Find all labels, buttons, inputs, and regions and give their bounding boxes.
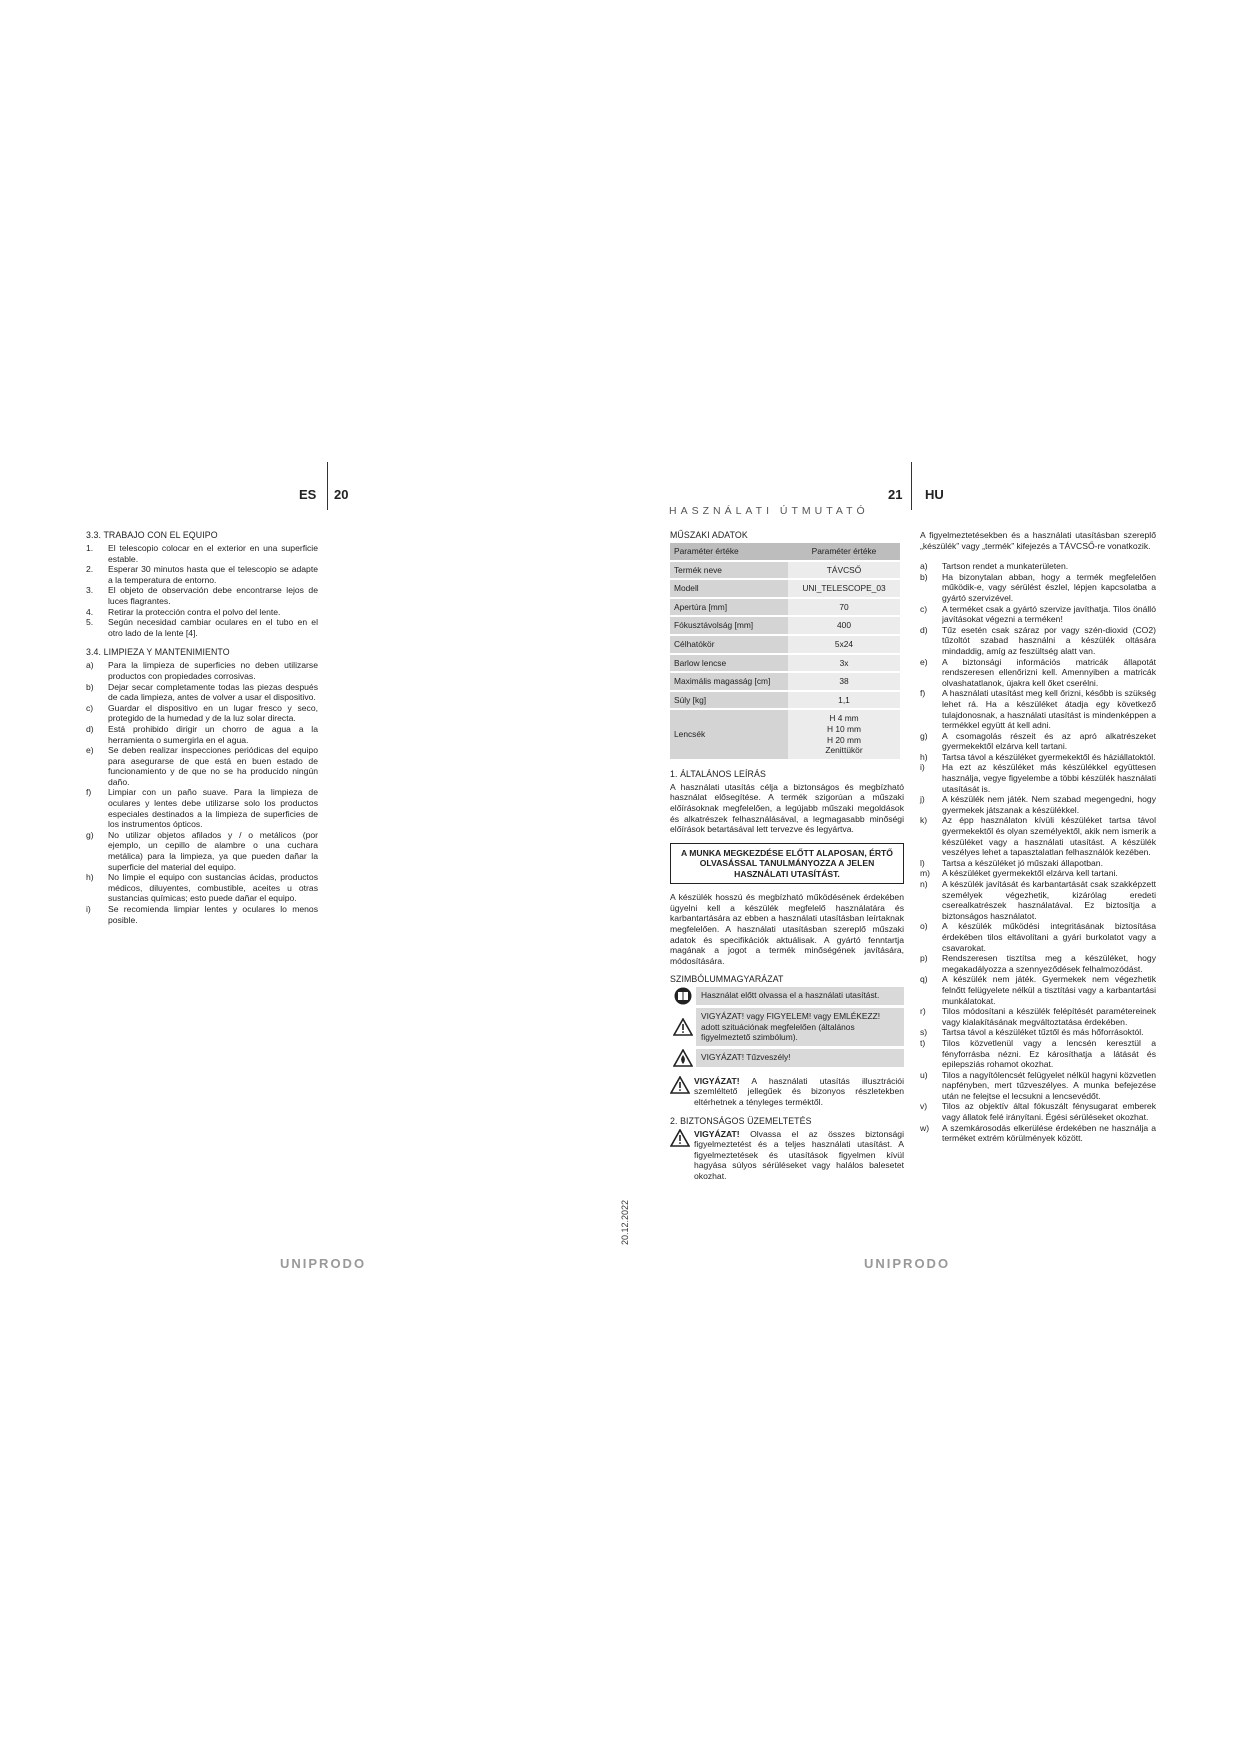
list-item-marker: f) xyxy=(920,688,926,699)
list-item-marker: l) xyxy=(920,857,925,868)
list-item-marker: i) xyxy=(920,762,925,773)
warning-triangle-icon xyxy=(670,1008,696,1046)
list-item-marker: j) xyxy=(920,794,925,805)
list-item xyxy=(920,1101,1156,1122)
lens-value: H 20 mm xyxy=(827,734,861,745)
list-item-marker: o) xyxy=(920,921,928,932)
list-item xyxy=(86,745,318,787)
list-item xyxy=(920,688,1156,730)
hu-middle-column xyxy=(670,530,904,1182)
list-item xyxy=(920,572,1156,604)
list-item-text: Esperar 30 minutos hasta que el telescopio se adapte a la temperatura de entorno. xyxy=(108,564,318,585)
spec-label: Termék neve xyxy=(670,561,788,580)
list-item-marker: s) xyxy=(920,1027,928,1038)
spec-row xyxy=(670,691,900,710)
list-item-marker: v) xyxy=(920,1101,928,1112)
list-item-text: Rendszeresen tisztítsa meg a készüléket, hogy megakadályozza a szennyeződések felhalmozódást. xyxy=(942,953,1156,974)
safety-list xyxy=(920,561,1156,1144)
read-manual-icon xyxy=(670,987,696,1005)
list-item xyxy=(920,858,1156,869)
section-33-title: 3.3. TRABAJO CON EL EQUIPO xyxy=(86,530,218,540)
left-column xyxy=(86,530,318,925)
list-item xyxy=(920,1006,1156,1027)
list-item-marker: f) xyxy=(86,787,92,798)
list-item xyxy=(86,585,318,606)
list-item-marker: k) xyxy=(920,815,928,826)
list-item xyxy=(920,974,1156,1006)
list-item-text: Tilos a nagyítólencsét felügyelet nélkül hagyni közvetlen napfényben, mert tűzveszélyes. A munka befejezése után ne felejtse el lecsukni a lencsevédőt. xyxy=(942,1069,1156,1101)
left-page-number: 20 xyxy=(334,487,349,502)
list-item xyxy=(920,604,1156,625)
list-item-text: Dejar secar completamente todas las piezas después de cada limpieza, antes de volver a usar el dispositivo. xyxy=(108,681,318,703)
list-item xyxy=(920,868,1156,879)
list-item-text: Tartsa távol a készüléket tűztől és más hőforrásoktól. xyxy=(942,1027,1144,1038)
hu-right-column xyxy=(920,530,1156,1144)
spec-header-right: Paraméter értéke xyxy=(788,543,900,561)
list-item-text: A használati utasítást meg kell őrizni, később is szükség lehet rá. Ha a készüléket átadja egy következő tulajdonosnak, a használati utasítást is mindenképpen a termékkel együtt át kell adni. xyxy=(942,688,1156,731)
symbol-text-warning: VIGYÁZAT! vagy FIGYELEM! vagy EMLÉKEZZ! adott szituációnak megfelelően (általános figyelmeztető szimbólum). xyxy=(696,1008,904,1046)
list-item-marker: t) xyxy=(920,1037,926,1048)
list-item-marker: b) xyxy=(920,571,928,582)
list-item xyxy=(920,625,1156,657)
warning-triangle-icon xyxy=(670,1076,694,1108)
list-item-marker: c) xyxy=(86,702,94,713)
list-item-marker: a) xyxy=(920,561,928,572)
right-lang-code: HU xyxy=(925,487,944,502)
running-title: HASZNÁLATI ÚTMUTATÓ xyxy=(669,505,869,517)
list-item-marker: w) xyxy=(920,1122,930,1133)
tech-data-title: MŰSZAKI ADATOK xyxy=(670,530,748,540)
spec-row xyxy=(670,635,900,654)
list-item-marker: g) xyxy=(86,829,94,840)
list-item xyxy=(86,872,318,904)
spec-value: 5x24 xyxy=(788,635,900,654)
list-item-marker: d) xyxy=(920,624,928,635)
spec-value: UNI_TELESCOPE_03 xyxy=(788,579,900,598)
spec-label: Súly [kg] xyxy=(670,691,788,710)
intro-text: A figyelmeztetésekben és a használati utasításban szereplő „készülék” vagy „termék” kifejezés a TÁVCSŐ-re vonatkozik. xyxy=(920,530,1156,551)
list-item-text: Ha bizonytalan abban, hogy a termék megfelelően működik-e, vagy sérülést észlel, lépjen kapcsolatba a gyártó szervizével. xyxy=(942,571,1156,603)
list-item xyxy=(920,921,1156,953)
list-item-marker: h) xyxy=(920,751,928,762)
list-item-text: A szemkárosodás elkerülése érdekében ne használja a terméket extrém körülmények között. xyxy=(942,1122,1156,1144)
section-34-title: 3.4. LIMPIEZA Y MANTENIMIENTO xyxy=(86,647,230,658)
list-item xyxy=(86,660,318,681)
list-item-text: A terméket csak a gyártó szervize javíthatja. Tilos önálló javításokat végezni a terméken! xyxy=(942,603,1156,625)
list-item-text: Tartsa a készüléket jó műszaki állapotban. xyxy=(942,857,1103,868)
list-item-text: A készülék működési integritásának biztosítása érdekében tilos eltávolítani a gyári burkolatot vagy a csavarokat. xyxy=(942,921,1156,953)
list-item-text: Az épp használaton kívüli készüléket tartsa távol gyermekektől és olyan személyektől, akik nem ismerik a készüléket vagy a használati utasítást. A készülék veszélyes lehet a tapasztalatlan felhasználók kezében. xyxy=(942,815,1156,858)
list-item-text: A készülék javítását és karbantartását csak szakképzett személyek végezhetik, kizárólag eredeti cserealkatrészek használatával. Ez biztosítja a biztonságos használatot. xyxy=(942,879,1156,921)
list-item xyxy=(920,794,1156,815)
list-item xyxy=(920,731,1156,752)
list-item-text: El telescopio colocar en el exterior en una superficie estable. xyxy=(108,543,318,564)
list-item-text: El objeto de observación debe encontrarse lejos de luces flagrantes. xyxy=(108,585,318,606)
list-item-marker: g) xyxy=(920,730,928,741)
list-item-text: Tűz esetén csak száraz por vagy szén-dioxid (CO2) tűzoltót szabad használni a készülék oltására mindaddig, amíg az feszültség alatt van. xyxy=(942,624,1156,656)
list-item-marker: 3. xyxy=(86,585,94,596)
list-item-text: Retirar la protección contra el polvo del lente. xyxy=(108,606,281,617)
safety-note xyxy=(670,1129,904,1182)
spec-row xyxy=(670,579,900,598)
list-item-marker: a) xyxy=(86,660,94,671)
left-logo: UNIPRODO xyxy=(280,1256,367,1271)
spec-row-lenses xyxy=(670,709,900,759)
list-item-text: Para la limpieza de superficies no deben utilizarse productos con propiedades corrosivas. xyxy=(108,660,318,681)
list-item-text: Tartsa távol a készüléket gyermekektől és háziállatoktól. xyxy=(942,751,1156,762)
list-item-text: Según necesidad cambiar oculares en el tubo en el otro lado de la lente [4]. xyxy=(108,617,318,638)
list-item xyxy=(86,617,318,638)
list-item-marker: p) xyxy=(920,953,928,964)
list-item-text: Tilos közvetlenül vagy a lencsén keresztül a fényforrásba nézni. Ez károsíthatja a látását és epilepsziás rohamot okozhat. xyxy=(942,1037,1156,1070)
spec-value: 1,1 xyxy=(788,691,900,710)
list-item-marker: 5. xyxy=(86,617,94,628)
read-manual-warning-box: A MUNKA MEGKEZDÉSE ELŐTT ALAPOSAN, ÉRTŐ OLVASÁSSAL TANULMÁNYOZZA A JELEN HASZNÁLATI UTASÍTÁST. xyxy=(670,843,904,885)
illustration-note xyxy=(670,1076,904,1108)
list-item xyxy=(920,1038,1156,1070)
date-vertical: 20.12.2022 xyxy=(620,1199,630,1245)
list-item xyxy=(86,830,318,872)
list-item-text: Se recomienda limpiar lentes y oculares lo menos posible. xyxy=(108,904,318,925)
list-item xyxy=(86,564,318,585)
right-page-number: 21 xyxy=(888,487,903,502)
general-text-2: A készülék hosszú és megbízható működésének érdekében ügyelni kell a készülék megfelelő használatára és karbantartására az ebben a használati utasításban leírtaknak megfelelően. A használati utasításban szereplő műszaki adatok és specifikációk aktuálisak. A gyártó fenntartja magának a jogot a termék minőségének javítására, módosítására. xyxy=(670,892,904,966)
list-item xyxy=(86,724,318,745)
list-item xyxy=(920,561,1156,572)
spec-label: Apertúra [mm] xyxy=(670,598,788,617)
list-item-marker: r) xyxy=(920,1006,926,1017)
list-item xyxy=(920,762,1156,794)
list-item-text: Tilos az objektív által fókuszált fénysugarat emberek vagy állatok felé irányítani. Égési sérüléseket okozhat. xyxy=(942,1101,1156,1123)
list-item-text: Tartson rendet a munkaterületen. xyxy=(942,561,1069,572)
list-item xyxy=(920,752,1156,763)
list-item-text: No utilizar objetos afilados y / o metálicos (por ejemplo, un cepillo de alambre o una cuchara metálica) para la limpieza, ya que pueden dañar la superficie del material del equipo. xyxy=(108,829,318,872)
spec-row xyxy=(670,561,900,580)
lens-value: Zenittükör xyxy=(825,745,863,756)
spec-label: Fókusztávolság [mm] xyxy=(670,616,788,635)
list-item xyxy=(86,703,318,724)
symbol-row-warning xyxy=(670,1008,904,1046)
lens-value: H 10 mm xyxy=(827,723,861,734)
illustration-note-bold: VIGYÁZAT! xyxy=(694,1075,740,1086)
general-title: 1. ÁLTALÁNOS LEÍRÁS xyxy=(670,768,766,779)
list-item-marker: n) xyxy=(920,879,928,889)
list-item-marker: 1. xyxy=(86,543,94,553)
spec-table xyxy=(670,543,900,761)
list-item-text: A készülék nem játék. Gyermekek nem végezhetik felnőtt felügyelete nélkül a tisztítási vagy a karbantartási munkálatokat. xyxy=(942,974,1156,1006)
illustration-note-text: A használati utasítás illusztrációi szemléltető jellegűek és bizonyos részletekben eltérhetnek a tényleges terméktől. xyxy=(694,1075,904,1108)
list-item xyxy=(86,904,318,925)
spec-row xyxy=(670,672,900,691)
spec-value: 400 xyxy=(788,616,900,635)
spec-row xyxy=(670,616,900,635)
spec-header-row xyxy=(670,543,900,561)
spec-row xyxy=(670,598,900,617)
list-item-text: Guardar el dispositivo en un lugar fresco y seco, protegido de la humedad y de la luz solar directa. xyxy=(108,702,318,724)
list-item-marker: q) xyxy=(920,974,928,985)
list-item-marker: m) xyxy=(920,868,931,879)
list-item xyxy=(920,1123,1156,1144)
spec-label: Célhatókör xyxy=(670,635,788,654)
list-item-marker: 2. xyxy=(86,564,94,575)
list-item-text: A csomagolás részeit és az apró alkatrészeket gyermekektől elzárva kell tartani. xyxy=(942,730,1156,752)
spec-lenses-values xyxy=(788,709,900,759)
section-33-list xyxy=(86,543,318,638)
list-item xyxy=(86,607,318,618)
list-item-text: Ha ezt az készüléket más készülékkel együttesen használja, vegye figyelembe a többi készülék használati utasítását is. xyxy=(942,762,1156,794)
list-item-text: Se deben realizar inspecciones periódicas del equipo para asegurarse de que está en buen estado de funcionamiento y de que no se ha producido ningún daño. xyxy=(108,745,318,787)
spec-value: 70 xyxy=(788,598,900,617)
spec-label: Maximális magasság [cm] xyxy=(670,672,788,691)
safety-note-bold: VIGYÁZAT! xyxy=(694,1128,740,1139)
list-item xyxy=(920,953,1156,974)
spec-value: 38 xyxy=(788,672,900,691)
list-item xyxy=(920,815,1156,857)
lens-value: H 4 mm xyxy=(829,713,859,724)
right-logo: UNIPRODO xyxy=(864,1256,951,1271)
list-item xyxy=(920,657,1156,689)
left-header-divider xyxy=(327,462,328,510)
list-item-text: Está prohibido dirigir un chorro de agua a la herramienta o sumergirla en el agua. xyxy=(108,723,318,745)
list-item-marker: c) xyxy=(920,603,928,614)
spec-label: Modell xyxy=(670,579,788,598)
spec-header-left: Paraméter értéke xyxy=(670,543,788,561)
list-item-marker: e) xyxy=(920,656,928,667)
list-item-text: No limpie el equipo con sustancias ácidas, productos médicos, diluyentes, combustible, aceites u otras sustancias químicas; esto puede dañar el equipo. xyxy=(108,872,318,904)
list-item xyxy=(920,879,1156,921)
right-header-divider xyxy=(911,462,912,510)
symbol-text-read-manual: Használat előtt olvassa el a használati utasítást. xyxy=(696,987,904,1005)
symbols-title: SZIMBÓLUMMAGYARÁZAT xyxy=(670,974,784,985)
list-item xyxy=(920,1027,1156,1038)
spec-value: 3x xyxy=(788,654,900,673)
list-item-text: A készülék nem játék. Nem szabad megengedni, hogy gyermekek játszanak a készülékkel. xyxy=(942,794,1156,815)
safety-title: 2. BIZTONSÁGOS ÜZEMELTETÉS xyxy=(670,1115,812,1126)
spec-row xyxy=(670,654,900,673)
warning-triangle-icon xyxy=(670,1129,694,1182)
spec-value: TÁVCSŐ xyxy=(788,561,900,580)
list-item-marker: h) xyxy=(86,872,94,883)
safety-note-text: Olvassa el az összes biztonsági figyelmeztetést és a teljes használati utasítást. A figyelmeztetések és utasítások figyelmen kívül hagyása súlyos sérüléseket vagy halálos balesetet okozhat. xyxy=(694,1128,904,1181)
list-item xyxy=(86,682,318,703)
list-item xyxy=(920,1070,1156,1102)
section-34-list xyxy=(86,660,318,925)
symbol-row-read-manual xyxy=(670,987,904,1005)
general-text: A használati utasítás célja a biztonságos és megbízható használat elősegítése. A termék szigorúan a műszaki előírásoknak megfelelően, a legújabb műszaki megoldások és alkatrészek felhasználásával, a legmagasabb minőségi előírások betartásával lett tervezve és legyártva. xyxy=(670,781,904,835)
list-item-marker: e) xyxy=(86,745,94,756)
list-item xyxy=(86,787,318,829)
fire-warning-icon xyxy=(670,1049,696,1067)
list-item-marker: u) xyxy=(920,1069,928,1080)
list-item-marker: 4. xyxy=(86,606,94,617)
list-item-marker: b) xyxy=(86,681,94,692)
list-item-text: A biztonsági információs matricák állapotát rendszeresen ellenőrizni kell. Amennyiben a matricák olvashatatlanok, újakra kell őket cserélni. xyxy=(942,656,1156,688)
left-lang-code: ES xyxy=(299,487,317,502)
spec-label: Lencsék xyxy=(670,709,788,759)
spec-label: Barlow lencse xyxy=(670,654,788,673)
symbol-row-fire xyxy=(670,1049,904,1067)
list-item xyxy=(86,543,318,564)
list-item-marker: i) xyxy=(86,904,91,914)
list-item-text: Limpiar con un paño suave. Para la limpieza de oculares y lentes debe utilizarse solo los productos especiales destinados a la limpieza de superficies de los instrumentos ópticos. xyxy=(108,787,318,830)
list-item-marker: d) xyxy=(86,723,94,734)
symbol-text-fire: VIGYÁZAT! Tűzveszély! xyxy=(696,1049,904,1067)
list-item-text: Tilos módosítani a készülék felépítését paramétereinek vagy kialakításának megváltoztatása érdekében. xyxy=(942,1006,1156,1027)
list-item-text: A készüléket gyermekektől elzárva kell tartani. xyxy=(942,868,1118,879)
